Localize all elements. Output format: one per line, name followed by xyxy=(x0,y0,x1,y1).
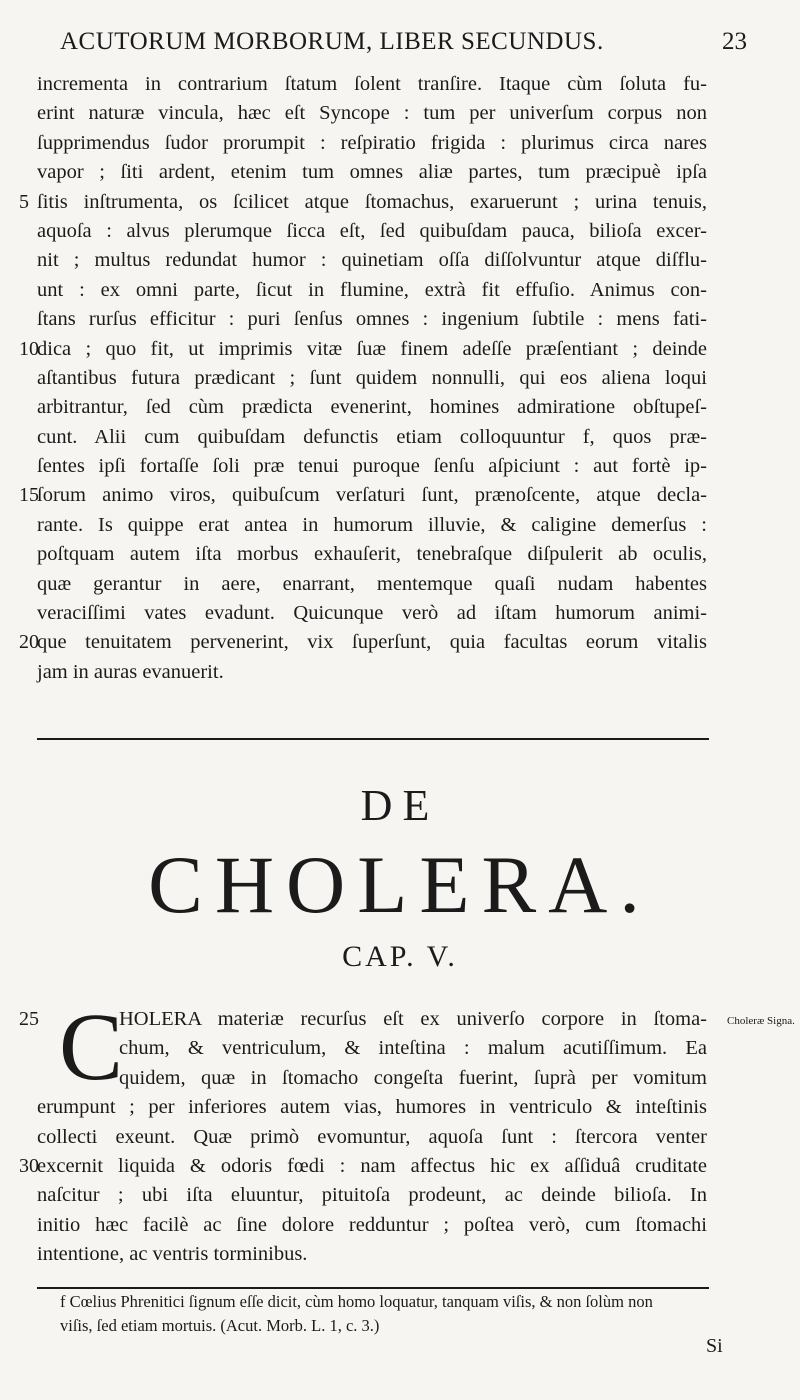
text-line xyxy=(37,599,717,628)
section-divider-rule xyxy=(37,738,709,740)
chapter-prefix: DE xyxy=(360,781,440,830)
line-text: ſtans rurſus efficitur : puri ſenſus omnes : ingenium ſubtile : mens fati- xyxy=(37,308,707,331)
line-text: erumpunt ; per inferiores autem vias, humores in ventriculo & inteſtinis xyxy=(37,1096,707,1119)
line-text: intentione, ac ventris torminibus. xyxy=(37,1243,308,1266)
line-text: collecti exeunt. Quæ primò evomuntur, aquoſa ſunt : ſtercora venter xyxy=(37,1125,707,1148)
running-head: ACUTORUM MORBORUM, LIBER SECUNDUS. xyxy=(60,28,604,55)
text-line xyxy=(37,129,717,158)
text-line xyxy=(37,393,717,422)
line-text: ſentes ipſi fortaſſe ſoli præ tenui puroque ſenſu aſpiciunt : aut fortè ip- xyxy=(37,455,707,478)
line-text: erint naturæ vincula, hæc eſt Syncope : tum per univerſum corpus non xyxy=(37,102,707,125)
text-line xyxy=(37,99,717,128)
line-text: chum, & ventriculum, & inteſtina : malum acutiſſimum. Ea xyxy=(119,1037,707,1060)
line-text: aſtantibus futura prædicant ; ſunt quidem nonnulli, qui eos aliena loqui xyxy=(37,366,707,389)
catchword: Si xyxy=(706,1335,723,1357)
text-line xyxy=(19,481,717,510)
line-text: quæ gerantur in aere, enarrant, mentemque quaſi nudam habentes xyxy=(37,572,707,595)
line-text: ſupprimendus ſudor prorumpit : reſpiratio frigida : plurimus circa nares xyxy=(37,131,707,154)
footnote-line: viſis, ſed etiam mortuis. (Acut. Morb. L. 1, c. 3.) xyxy=(60,1316,380,1335)
line-text: initio hæc facilè ac ſine dolore redduntur ; poſtea verò, cum ſtomachi xyxy=(37,1213,707,1236)
line-text: dica ; quo fit, ut imprimis vitæ ſuæ finem adeſſe præſentiant ; deinde xyxy=(37,337,707,360)
text-line xyxy=(37,217,717,246)
text-line xyxy=(37,1240,717,1269)
text-line xyxy=(37,452,717,481)
line-text: jam in auras evanuerit. xyxy=(37,660,224,683)
line-text: ſitis inſtrumenta, os ſcilicet atque ſtomachus, exaruerunt ; urina tenuis, xyxy=(37,190,707,213)
text-line xyxy=(37,1211,717,1240)
text-line xyxy=(37,658,717,687)
text-line xyxy=(37,1064,717,1093)
text-line xyxy=(37,158,717,187)
line-number: 20 xyxy=(19,631,39,654)
line-number: 15 xyxy=(19,484,39,507)
text-line xyxy=(37,70,717,99)
text-line xyxy=(37,1093,717,1122)
line-text: HOLERA materiæ recurſus eſt ex univerſo corpore in ſtoma- xyxy=(119,1008,707,1030)
text-line xyxy=(37,511,717,540)
drop-cap: C xyxy=(59,993,124,1100)
line-text: que tenuitatem pervenerint, vix ſuperſunt, quia facultas eorum vitalis xyxy=(37,631,707,654)
line-text: quidem, quæ in ſtomacho congeſta fuerint, ſuprà per vomitum xyxy=(119,1066,707,1089)
footnotes xyxy=(60,1290,710,1338)
text-line xyxy=(37,570,717,599)
line-text: cunt. Alii cum quibuſdam defunctis etiam colloquuntur f, quos præ- xyxy=(37,425,707,448)
chapter-text xyxy=(19,993,717,1270)
text-line xyxy=(19,628,717,657)
text-line xyxy=(19,188,717,217)
line-number: 5 xyxy=(19,190,29,213)
footnote-line: f Cœlius Phrenitici ſignum eſſe dicit, cùm homo loquatur, tanquam viſis, & non ſolùm non xyxy=(60,1292,653,1311)
text-line xyxy=(19,335,717,364)
footnote-rule xyxy=(37,1287,709,1289)
line-text: incrementa in contrarium ſtatum ſolent tranſire. Itaque cùm ſoluta fu- xyxy=(37,73,707,95)
margin-note: Choleræ Signa. xyxy=(727,1015,795,1027)
text-line xyxy=(37,1123,717,1152)
chapter-number: CAP. V. xyxy=(342,940,458,973)
body-text xyxy=(19,70,717,687)
line-text: ſorum animo viros, quibuſcum verſaturi ſunt, prænoſcente, atque decla- xyxy=(37,484,707,507)
page-number: 23 xyxy=(722,28,747,55)
line-text: rante. Is quippe erat antea in humorum illuvie, & caligine demerſus : xyxy=(37,513,707,536)
line-number: 30 xyxy=(19,1154,39,1177)
line-text: poſtquam autem iſta morbus exhauſerit, tenebraſque diſpulerit ab oculis, xyxy=(37,543,707,566)
line-text: excernit liquida & odoris fœdi : nam affectus hic ex aſſiduâ cruditate xyxy=(37,1154,707,1177)
line-text: vapor ; ſiti ardent, etenim tum omnes aliæ partes, tum præcipuè ipſa xyxy=(37,161,707,184)
text-line xyxy=(37,246,717,275)
line-number: 10 xyxy=(19,337,39,360)
line-text: aquoſa : alvus plerumque ſicca eſt, ſed quibuſdam pauca, bilioſa excer- xyxy=(37,219,707,242)
line-number: 25 xyxy=(19,1008,39,1030)
line-text: unt : ex omni parte, ſicut in flumine, extrà fit effuſio. Animus con- xyxy=(37,278,707,301)
text-line xyxy=(37,1034,717,1063)
text-line xyxy=(37,305,717,334)
text-line xyxy=(37,423,717,452)
line-text: arbitrantur, ſed cùm prædicta evenerint, homines admiratione obſtupeſ- xyxy=(37,396,707,419)
text-line xyxy=(19,1152,717,1181)
chapter-title: CHOLERA. xyxy=(148,839,652,930)
text-line xyxy=(37,364,717,393)
line-text: nit ; multus redundat humor : quinetiam oſſa diſſolvuntur atque diſflu- xyxy=(37,249,707,272)
line-text: veraciſſimi vates evadunt. Quicunque verò ad iſtam humorum animi- xyxy=(37,602,707,625)
text-line xyxy=(37,1181,717,1210)
text-line xyxy=(37,276,717,305)
text-line xyxy=(37,540,717,569)
text-line xyxy=(19,1005,717,1034)
line-text: naſcitur ; ubi iſta eluuntur, pituitoſa prodeunt, ac deinde bilioſa. In xyxy=(37,1184,707,1207)
